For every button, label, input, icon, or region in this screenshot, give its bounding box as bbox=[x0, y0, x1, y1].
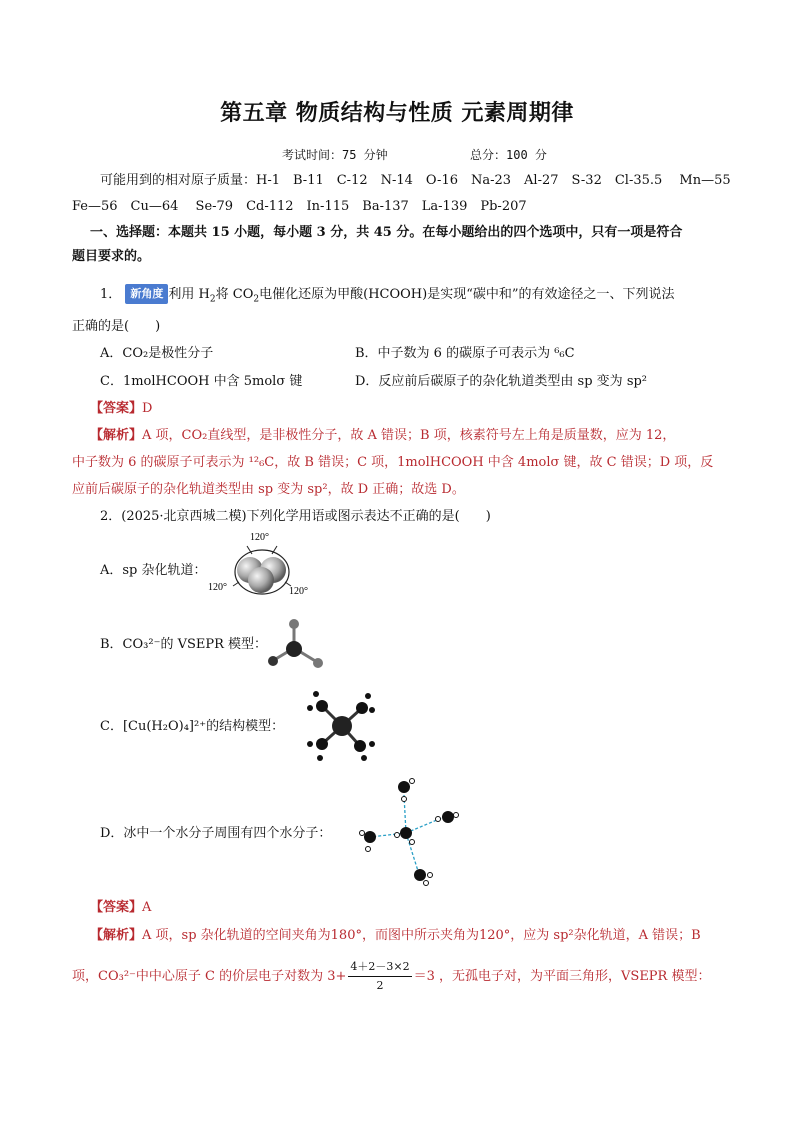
angle-label-left: 120° bbox=[208, 582, 227, 593]
exam-time: 考试时间：75 分钟 bbox=[282, 148, 388, 162]
atomic-masses-line-2: Fe—56 Cu—64 Se-79 Cd-112 In-115 Ba-137 La-139 Pb-207 bbox=[72, 199, 527, 214]
analysis-text-b: ＝3 ，无孤电子对，为平面三角形，VSEPR 模型： bbox=[413, 969, 711, 984]
question-number: 1． bbox=[100, 287, 122, 302]
q2-option-c bbox=[100, 718, 284, 736]
answer-label: 【答案】 bbox=[90, 900, 143, 915]
answer-label: 【答案】 bbox=[90, 401, 143, 416]
q2-option-a: A．sp 杂化轨道： bbox=[100, 563, 207, 578]
question-1-stem: 1． 新角度 利用 $H_2$将 $CO_2$电催化还原为甲酸(HCOOH)是实现“碳中和”的有效途径之一、下列说法 bbox=[100, 285, 675, 305]
section-heading-cont: 题目要求的。 bbox=[72, 249, 151, 264]
fraction-numerator: 4＋2－3×2 bbox=[348, 958, 411, 977]
answer-value: D bbox=[142, 401, 153, 416]
analysis-text-a: 项，CO₃²⁻中中心原子 C 的价层电子对数为 3+ bbox=[72, 969, 347, 984]
analysis-label: 【解析】 bbox=[90, 928, 143, 943]
q2-option-c-suffix: 的结构模型： bbox=[206, 719, 285, 734]
electron-pair-fraction bbox=[348, 958, 411, 995]
q2-analysis-2 bbox=[72, 958, 710, 995]
ice-hbond-figure bbox=[356, 775, 466, 887]
q2-option-d: D．冰中一个水分子周围有四个水分子： bbox=[100, 826, 332, 841]
total-score: 总分：100 分 bbox=[470, 148, 547, 162]
question-2-stem: 2．(2025·北京西城二模)下列化学用语或图示表达不正确的是( ) bbox=[100, 509, 491, 524]
q1-analysis-2: 中子数为 6 的碳原子可表示为 ¹²₆C，故 B 错误；C 项，1molHCOOH 中含 4molσ 键，故 C 错误；D 项，反 bbox=[72, 455, 714, 470]
angle-label-right: 120° bbox=[289, 586, 308, 597]
vsepr-model-figure bbox=[262, 614, 332, 674]
cu-complex-figure bbox=[302, 688, 382, 768]
q1-text-b: 将 CO bbox=[215, 287, 254, 302]
atomic-masses-line-1: 可能用到的相对原子质量：H-1 B-11 C-12 N-14 O-16 Na-23 Al-27 S-32 Cl-35.5 Mn—55 bbox=[100, 173, 731, 188]
question-1-stem-cont: 正确的是( ) bbox=[72, 319, 161, 334]
sp2-orbital-figure bbox=[205, 528, 325, 600]
q1-answer bbox=[90, 400, 152, 418]
section-heading: 一、选择题：本题共 15 小题，每小题 3 分，共 45 分。在每小题给出的四个选项中，只有一项是符合 bbox=[90, 225, 683, 240]
page-title: 第五章 物质结构与性质 元素周期律 bbox=[220, 101, 574, 126]
q1-option-d: D．反应前后碳原子的杂化轨道类型由 sp 变为 sp² bbox=[355, 374, 648, 389]
q1-analysis-3: 应前后碳原子的杂化轨道类型由 sp 变为 sp²，故 D 正确；故选 D。 bbox=[72, 482, 465, 497]
new-angle-badge: 新角度 bbox=[125, 284, 168, 304]
q1-text-c: 电催化还原为甲酸(HCOOH)是实现“碳中和”的有效途径之一、下列说法 bbox=[259, 287, 675, 302]
q1-option-b: B．中子数为 6 的碳原子可表示为 ⁶₆C bbox=[355, 346, 575, 361]
analysis-text: A 项，CO₂直线型，是非极性分子，故 A 错误；B 项，核素符号左上角是质量数，应为 12， bbox=[142, 428, 676, 443]
fraction-denominator: 2 bbox=[376, 979, 384, 992]
q2-answer bbox=[90, 899, 151, 917]
q2-option-c-prefix: C． bbox=[100, 719, 123, 734]
answer-value: A bbox=[142, 900, 152, 915]
q1-option-c: C．1molHCOOH 中含 5molσ 键 bbox=[100, 374, 303, 389]
analysis-label: 【解析】 bbox=[90, 428, 143, 443]
q2-analysis-1 bbox=[90, 927, 701, 945]
analysis-text: A 项，sp 杂化轨道的空间夹角为180°，而图中所示夹角为120°，应为 sp²杂化轨道，A 错误；B bbox=[142, 928, 701, 943]
q2-option-b: B．CO₃²⁻的 VSEPR 模型： bbox=[100, 637, 268, 652]
q1-analysis-1 bbox=[90, 427, 675, 445]
q1-option-a: A．CO₂是极性分子 bbox=[100, 346, 214, 361]
cu-complex-formula: [Cu(H₂O)₄]²⁺ bbox=[122, 719, 207, 734]
angle-label-top: 120° bbox=[250, 532, 269, 543]
q1-text-a: 利用 H bbox=[168, 287, 210, 302]
